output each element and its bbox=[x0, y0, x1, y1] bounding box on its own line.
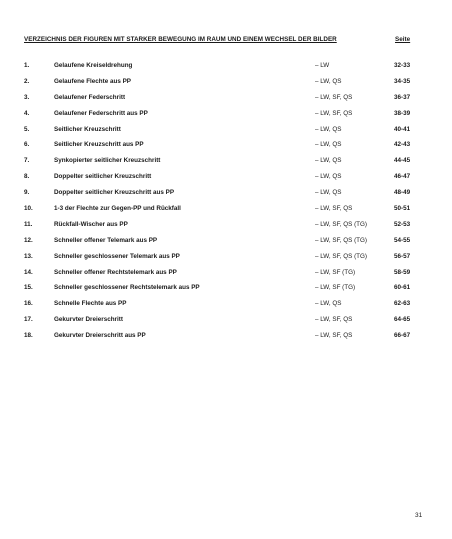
entry-code: – LW, SF, QS bbox=[315, 109, 353, 117]
entry-number: 3. bbox=[24, 93, 30, 101]
entry-pages: 36-37 bbox=[394, 93, 411, 101]
entry-name: Schneller geschlossener Telemark aus PP bbox=[54, 252, 180, 260]
entry-pages: 58-59 bbox=[394, 268, 411, 276]
toc-entry bbox=[24, 141, 424, 157]
entry-number: 2. bbox=[24, 77, 30, 85]
entry-number: 7. bbox=[24, 157, 30, 165]
entry-name: Schneller geschlossener Rechtstelemark aus PP bbox=[54, 284, 200, 292]
entry-pages: 54-55 bbox=[394, 236, 411, 244]
entry-code: – LW, SF, QS (TG) bbox=[315, 252, 368, 260]
toc-entry bbox=[24, 221, 424, 237]
toc-entry bbox=[24, 269, 424, 285]
entry-code: – LW, SF, QS bbox=[315, 316, 353, 324]
entry-number: 4. bbox=[24, 109, 30, 117]
toc-entry bbox=[24, 332, 424, 348]
toc-entry bbox=[24, 189, 424, 205]
toc-entry bbox=[24, 157, 424, 173]
toc-title: VERZEICHNIS DER FIGUREN MIT STARKER BEWEGUNG IM RAUM UND EINEM WECHSEL DER BILDER bbox=[24, 36, 337, 43]
toc-entry bbox=[24, 78, 424, 94]
entry-name: Schneller offener Rechtstelemark aus PP bbox=[54, 268, 177, 276]
entry-number: 14. bbox=[24, 268, 33, 276]
entry-code: – LW, QS bbox=[315, 300, 342, 308]
entry-number: 5. bbox=[24, 125, 30, 133]
toc-entry bbox=[24, 284, 424, 300]
entry-pages: 64-65 bbox=[394, 316, 411, 324]
entry-code: – LW, QS bbox=[315, 157, 342, 165]
seite-label: Seite bbox=[395, 36, 411, 43]
entry-number: 12. bbox=[24, 236, 33, 244]
toc-header bbox=[24, 36, 424, 48]
entry-number: 6. bbox=[24, 141, 30, 149]
entry-code: – LW, SF, QS bbox=[315, 332, 353, 340]
entry-pages: 66-67 bbox=[394, 332, 411, 340]
entry-pages: 48-49 bbox=[394, 189, 411, 197]
toc-entry bbox=[24, 62, 424, 78]
entry-name: Rückfall-Wischer aus PP bbox=[54, 220, 128, 228]
toc-entry bbox=[24, 316, 424, 332]
entry-code: – LW, SF (TG) bbox=[315, 268, 356, 276]
entry-code: – LW, QS bbox=[315, 141, 342, 149]
entry-code: – LW, SF, QS bbox=[315, 205, 353, 213]
entry-code: – LW bbox=[315, 62, 330, 69]
entry-pages: 42-43 bbox=[394, 141, 411, 149]
toc-entry bbox=[24, 205, 424, 221]
entry-pages: 40-41 bbox=[394, 125, 411, 133]
toc-entry bbox=[24, 110, 424, 126]
page-number: 31 bbox=[415, 512, 423, 519]
entry-name: 1-3 der Flechte zur Gegen-PP und Rückfall bbox=[54, 205, 181, 213]
toc-entry bbox=[24, 300, 424, 316]
entry-pages: 44-45 bbox=[394, 157, 411, 165]
entry-pages: 56-57 bbox=[394, 252, 411, 260]
entry-name: Doppelter seitlicher Kreuzschritt aus PP bbox=[54, 189, 175, 197]
toc-entry bbox=[24, 253, 424, 269]
entry-pages: 50-51 bbox=[394, 205, 411, 213]
toc-list bbox=[24, 62, 424, 348]
entry-name: Gekurvter Dreierschritt bbox=[54, 316, 123, 324]
entry-number: 13. bbox=[24, 252, 33, 260]
entry-number: 9. bbox=[24, 189, 30, 197]
toc-entry bbox=[24, 94, 424, 110]
toc-entry bbox=[24, 126, 424, 142]
toc-entry bbox=[24, 173, 424, 189]
entry-code: – LW, SF, QS (TG) bbox=[315, 220, 368, 228]
entry-name: Gelaufene Flechte aus PP bbox=[54, 77, 131, 85]
entry-code: – LW, QS bbox=[315, 77, 342, 85]
entry-number: 16. bbox=[24, 300, 33, 308]
entry-name: Seitlicher Kreuzschritt aus PP bbox=[54, 141, 144, 149]
entry-number: 18. bbox=[24, 332, 33, 340]
entry-pages: 32-33 bbox=[394, 62, 411, 69]
entry-number: 10. bbox=[24, 205, 33, 213]
entry-name: Synkopierter seitlicher Kreuzschritt bbox=[54, 157, 161, 165]
entry-name: Gekurvter Dreierschritt aus PP bbox=[54, 332, 146, 340]
entry-name: Schneller offener Telemark aus PP bbox=[54, 236, 158, 244]
entry-pages: 38-39 bbox=[394, 109, 411, 117]
entry-number: 1. bbox=[24, 62, 30, 69]
entry-pages: 46-47 bbox=[394, 173, 411, 181]
entry-pages: 62-63 bbox=[394, 300, 411, 308]
entry-name: Gelaufener Federschritt bbox=[54, 93, 126, 101]
entry-number: 17. bbox=[24, 316, 33, 324]
entry-number: 11. bbox=[24, 220, 33, 228]
entry-name: Doppelter seitlicher Kreuzschritt bbox=[54, 173, 152, 181]
entry-name: Gelaufene Kreiseldrehung bbox=[54, 62, 133, 69]
entry-number: 8. bbox=[24, 173, 30, 181]
entry-pages: 34-35 bbox=[394, 77, 411, 85]
entry-code: – LW, SF, QS bbox=[315, 93, 353, 101]
entry-name: Schnelle Flechte aus PP bbox=[54, 300, 127, 308]
entry-number: 15. bbox=[24, 284, 33, 292]
entry-code: – LW, QS bbox=[315, 189, 342, 197]
entry-name: Gelaufener Federschritt aus PP bbox=[54, 109, 148, 117]
entry-pages: 52-53 bbox=[394, 220, 411, 228]
entry-pages: 60-61 bbox=[394, 284, 411, 292]
entry-code: – LW, SF, QS (TG) bbox=[315, 236, 368, 244]
entry-code: – LW, QS bbox=[315, 173, 342, 181]
entry-code: – LW, QS bbox=[315, 125, 342, 133]
toc-entry bbox=[24, 237, 424, 253]
entry-code: – LW, SF (TG) bbox=[315, 284, 356, 292]
entry-name: Seitlicher Kreuzschritt bbox=[54, 125, 121, 133]
